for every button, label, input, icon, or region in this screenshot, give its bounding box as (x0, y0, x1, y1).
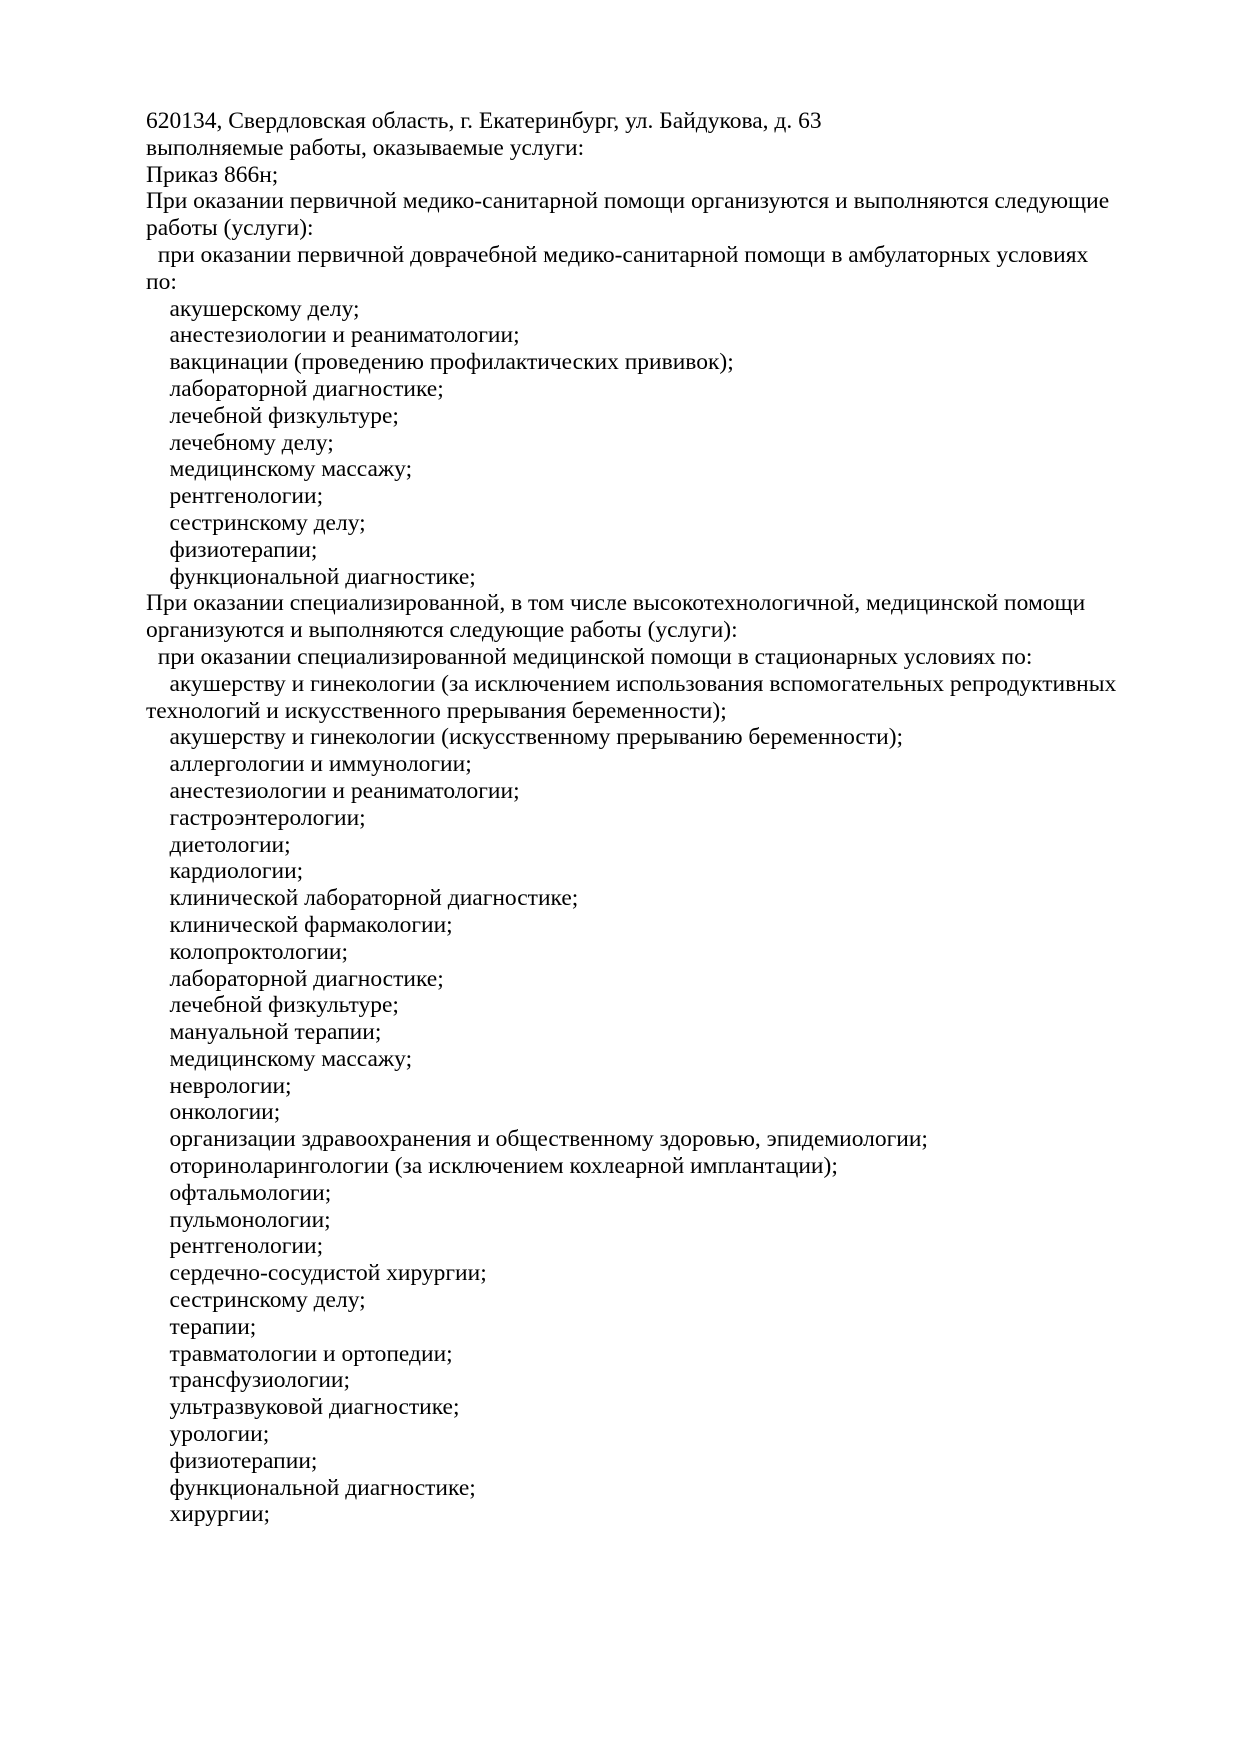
text-line: травматологии и ортопедии; (146, 1340, 453, 1367)
text-line: гастроэнтерологии; (146, 804, 366, 831)
text-line: при оказании специализированной медицинской помощи в стационарных условиях по: (146, 643, 1033, 670)
text-line: физиотерапии; (146, 1447, 318, 1474)
text-line: хирургии; (146, 1501, 271, 1528)
text-line: оториноларингологии (за исключением кохлеарной имплантации); (146, 1153, 838, 1180)
text-line: акушерству и гинекологии (за исключением использования вспомогательных репродуктивных (146, 670, 1117, 697)
text-line: медицинскому массажу; (146, 1045, 413, 1072)
text-line: диетологии; (146, 831, 291, 858)
document-text-body (146, 108, 1180, 1528)
text-line: организации здравоохранения и общественному здоровью, эпидемиологии; (146, 1126, 928, 1153)
text-line: лабораторной диагностике; (146, 965, 444, 992)
text-line: сестринскому делу; (146, 1287, 366, 1314)
text-line: рентгенологии; (146, 483, 324, 510)
text-line: аллергологии и иммунологии; (146, 751, 472, 778)
text-line: кардиологии; (146, 858, 304, 885)
text-line: Приказ 866н; (146, 161, 279, 188)
text-line: лабораторной диагностике; (146, 375, 444, 402)
text-line: сердечно-сосудистой хирургии; (146, 1260, 487, 1287)
text-line: офтальмологии; (146, 1179, 332, 1206)
text-line: лечебной физкультуре; (146, 402, 399, 429)
text-line: по: (146, 268, 177, 295)
text-line: онкологии; (146, 1099, 281, 1126)
text-line: урологии; (146, 1421, 270, 1448)
text-line: клинической фармакологии; (146, 911, 453, 938)
text-line: функциональной диагностике; (146, 563, 476, 590)
text-line: рентгенологии; (146, 1233, 324, 1260)
text-line: функциональной диагностике; (146, 1474, 476, 1501)
text-line: пульмонологии; (146, 1206, 331, 1233)
text-line: организуются и выполняются следующие работы (услуги): (146, 617, 738, 644)
text-line: ультразвуковой диагностике; (146, 1394, 460, 1421)
text-line: медицинскому массажу; (146, 456, 413, 483)
text-line: 620134, Свердловская область, г. Екатеринбург, ул. Байдукова, д. 63 (146, 108, 822, 134)
text-line: клинической лабораторной диагностике; (146, 885, 579, 912)
text-line: физиотерапии; (146, 536, 318, 563)
text-line: колопроктологии; (146, 938, 349, 965)
text-line: При оказании специализированной, в том числе высокотехнологичной, медицинской помощи (146, 590, 1086, 617)
text-line: выполняемые работы, оказываемые услуги: (146, 134, 585, 161)
text-line: лечебному делу; (146, 429, 334, 456)
text-line: при оказании первичной доврачебной медико-санитарной помощи в амбулаторных условиях (146, 241, 1089, 268)
text-line: терапии; (146, 1313, 257, 1340)
text-line: неврологии; (146, 1072, 292, 1099)
text-line: трансфузиологии; (146, 1367, 351, 1394)
text-line: лечебной физкультуре; (146, 992, 399, 1019)
text-line: сестринскому делу; (146, 509, 366, 536)
text-line: анестезиологии и реаниматологии; (146, 322, 520, 349)
text-line: При оказании первичной медико-санитарной помощи организуются и выполняются следующие (146, 188, 1110, 215)
text-line: анестезиологии и реаниматологии; (146, 777, 520, 804)
text-line: технологий и искусственного прерывания беременности); (146, 697, 727, 724)
text-line: мануальной терапии; (146, 1019, 382, 1046)
text-line: вакцинации (проведению профилактических прививок); (146, 349, 734, 376)
text-line: акушерству и гинекологии (искусственному прерыванию беременности); (146, 724, 904, 751)
text-line: работы (услуги): (146, 215, 314, 242)
text-line: акушерскому делу; (146, 295, 360, 322)
